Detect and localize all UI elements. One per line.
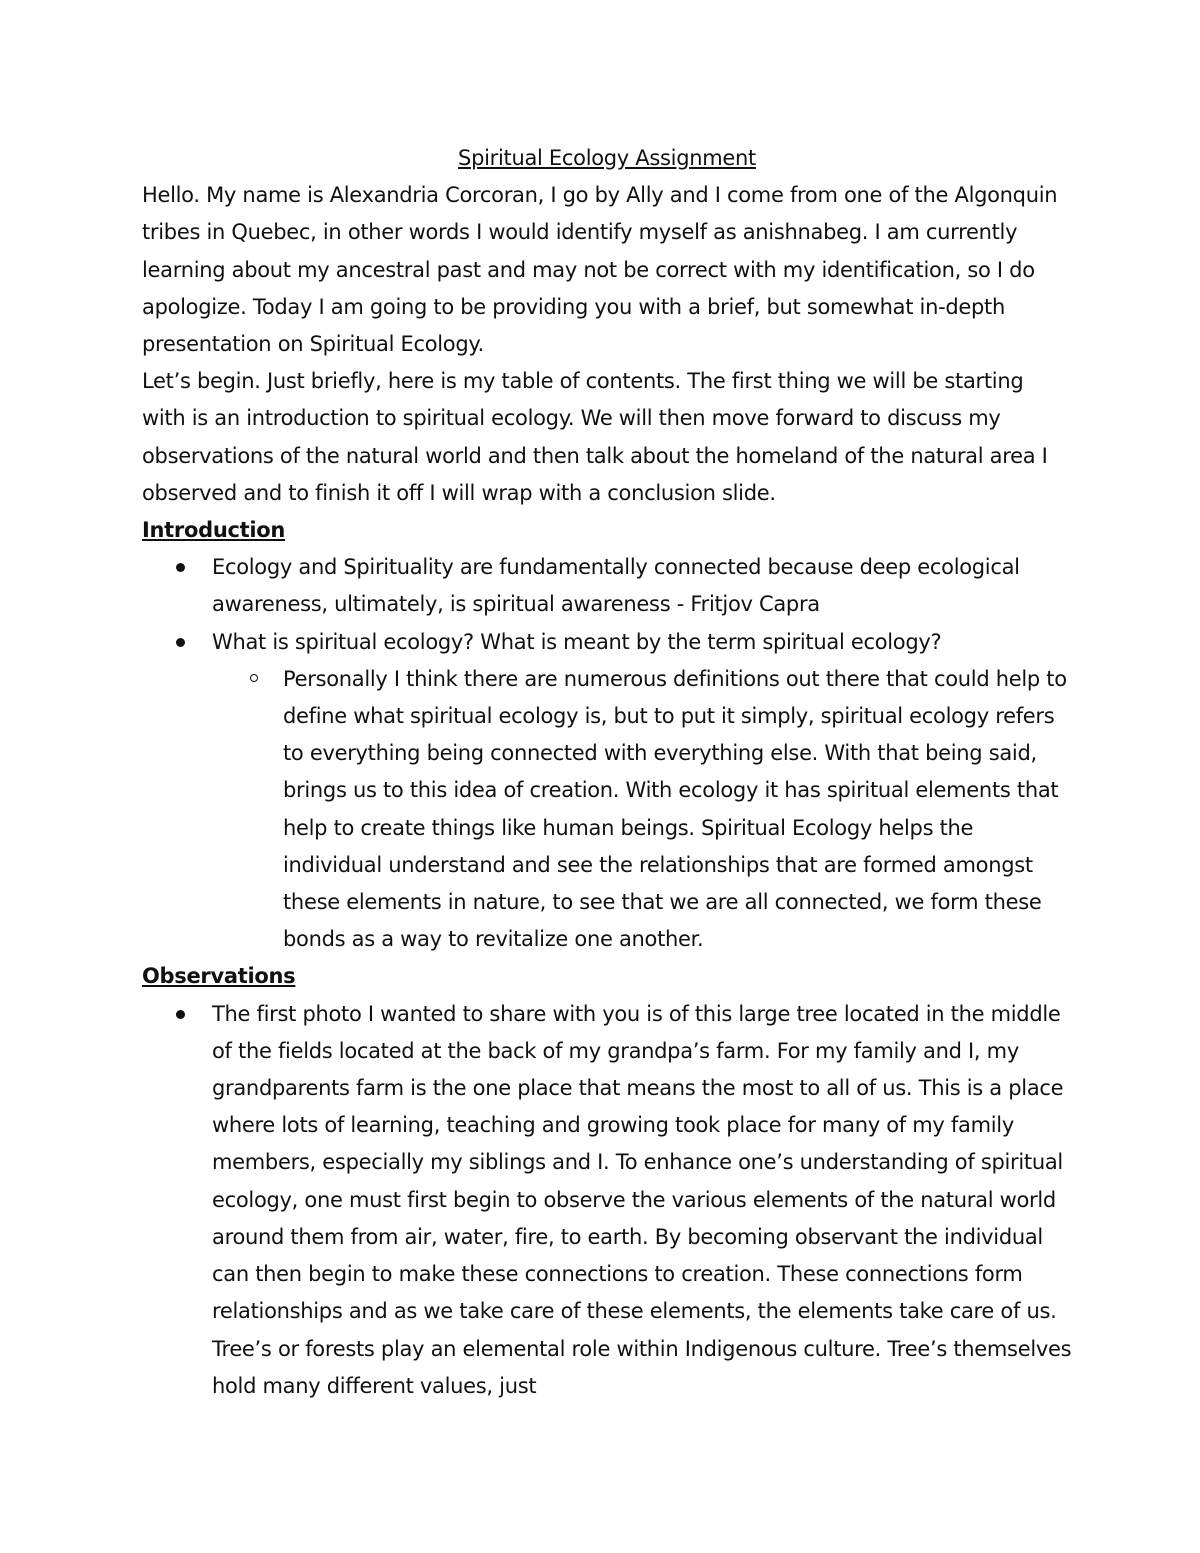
introduction-list xyxy=(142,549,1072,958)
list-item xyxy=(212,549,1072,623)
observations-heading: Observations xyxy=(142,964,296,989)
sub-list-item-text: Personally I think there are numerous definitions out there that could help to define what spiritual ecology is, but to put it simply, spiritual ecology refers to everything being connected with everything else. With that being said, brings us to this idea of creation. With ecology it has spiritual elements that help to create things like human beings. Spiritual Ecology helps the individual understand and see the relationships that are formed amongst these elements in nature, to see that we are all connected, we form these bonds as a way to revitalize one another. xyxy=(283,666,1067,952)
hollow-bullet-icon xyxy=(250,674,258,682)
observations-list xyxy=(142,996,1072,1405)
list-item xyxy=(212,996,1072,1405)
document-title: Spiritual Ecology Assignment xyxy=(458,146,756,170)
bullet-icon xyxy=(176,1010,185,1019)
sub-list-item xyxy=(283,661,1072,959)
list-item xyxy=(212,624,1072,959)
introduction-sublist xyxy=(212,661,1072,959)
intro-paragraph: Hello. My name is Alexandria Corcoran, I go by Ally and I come from one of the Algonquin tribes in Quebec, in other words I would identify myself as anishnabeg. I am currently learning about my ancestral past and may not be correct with my identification, so I do apologize. Today I am going to be providing you with a brief, but somewhat in-depth presentation on Spiritual Ecology. xyxy=(142,183,1058,357)
table-of-contents-paragraph: Let’s begin. Just briefly, here is my table of contents. The first thing we will be starting with is an introduction to spiritual ecology. We will then move forward to discuss my observations of the natural world and then talk about the homeland of the natural area I observed and to finish it off I will wrap with a conclusion slide. xyxy=(142,369,1048,505)
introduction-heading: Introduction xyxy=(142,518,286,543)
bullet-icon xyxy=(176,563,185,572)
list-item-text: Ecology and Spirituality are fundamentally connected because deep ecological awareness, ultimately, is spiritual awareness - Fritjov Capra xyxy=(212,555,1020,617)
list-item-text: The first photo I wanted to share with you is of this large tree located in the middle of the fields located at the back of my grandpa’s farm. For my family and I, my grandparents farm is the one place that means the most to all of us. This is a place where lots of learning, teaching and growing took place for many of my family members, especially my siblings and I. To enhance one’s understanding of spiritual ecology, one must first begin to observe the various elements of the natural world around them from air, water, fire, to earth. By becoming observant the individual can then begin to make these connections to creation. These connections form relationships and as we take care of these elements, the elements take care of us. Tree’s or forests play an elemental role within Indigenous culture. Tree’s themselves hold many different values, just xyxy=(212,1001,1072,1398)
list-item-text: What is spiritual ecology? What is meant by the term spiritual ecology? xyxy=(212,629,942,654)
document-page xyxy=(142,140,1072,1405)
bullet-icon xyxy=(176,638,185,647)
